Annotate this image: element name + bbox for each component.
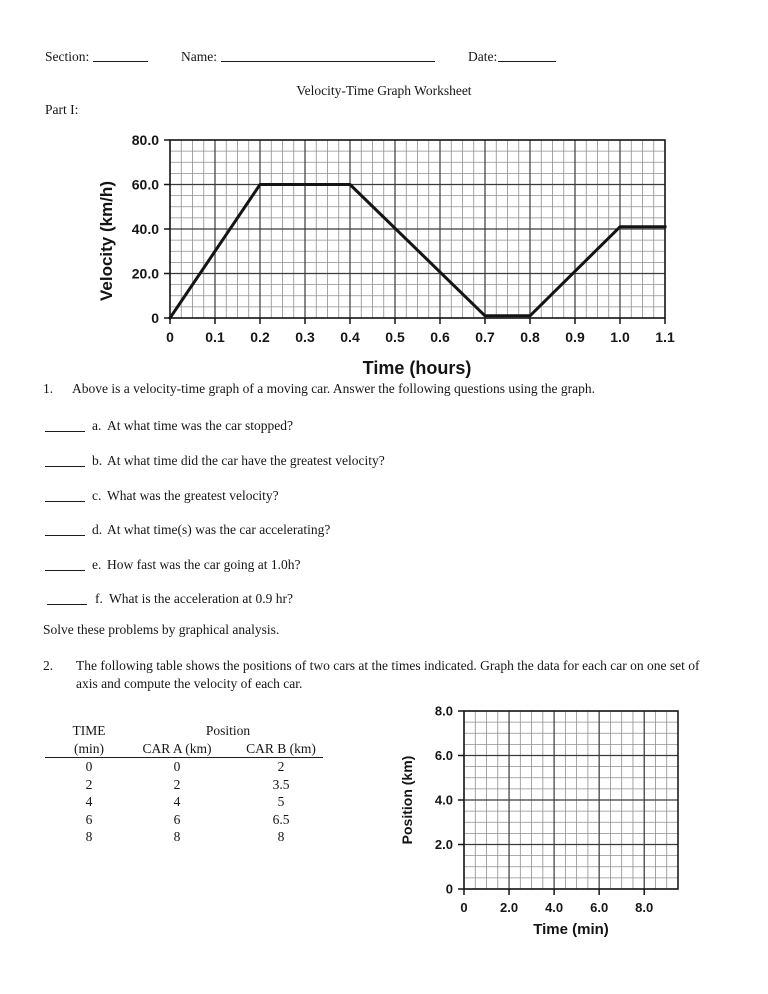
svg-text:40.0: 40.0 <box>131 221 159 238</box>
svg-text:0.6: 0.6 <box>430 329 450 345</box>
col-header-min: (min) <box>45 740 133 758</box>
svg-text:8.0: 8.0 <box>635 900 654 915</box>
position-group-header: Position <box>205 723 251 738</box>
name-label: Name: <box>181 49 217 64</box>
cell-time: 2 <box>85 776 93 792</box>
date-blank-line <box>498 49 556 62</box>
col-header-car-a: CAR A (km) <box>133 740 221 758</box>
answer-blank <box>45 454 85 467</box>
cell-car-b: 6.5 <box>272 811 290 827</box>
table-column-header-row <box>45 740 323 758</box>
question-1-text: Above is a velocity-time graph of a moving car. Answer the following questions using the graph. <box>72 381 596 396</box>
table-row <box>45 758 323 776</box>
section-blank-line <box>93 49 148 62</box>
question-1-number: 1. <box>43 381 54 396</box>
time-group-header: TIME <box>72 723 106 738</box>
solve-note: Solve these problems by graphical analysis. <box>43 622 280 637</box>
svg-text:6.0: 6.0 <box>590 900 609 915</box>
svg-text:4.0: 4.0 <box>545 900 564 915</box>
item-letter: e. <box>92 557 102 572</box>
svg-text:0: 0 <box>166 329 174 345</box>
svg-text:6.0: 6.0 <box>434 748 453 764</box>
answer-blank <box>45 419 85 432</box>
cell-car-a: 8 <box>173 829 181 844</box>
table-row <box>45 828 323 846</box>
svg-text:4.0: 4.0 <box>434 792 453 808</box>
section-label: Section: <box>45 49 90 64</box>
date-label: Date: <box>468 49 498 64</box>
svg-text:0.1: 0.1 <box>205 329 225 345</box>
svg-text:0: 0 <box>151 310 159 327</box>
item-text: What was the greatest velocity? <box>107 488 279 503</box>
table-group-header-row <box>45 722 323 740</box>
cell-car-a: 0 <box>173 759 181 774</box>
svg-text:0: 0 <box>460 900 468 915</box>
position-time-graph <box>420 700 700 925</box>
cell-time: 4 <box>85 794 93 809</box>
answer-blank <box>45 489 85 502</box>
cell-time: 6 <box>85 811 93 827</box>
answer-blank <box>45 558 85 571</box>
svg-text:0.7: 0.7 <box>475 329 495 345</box>
item-letter: b. <box>92 453 103 468</box>
name-blank-line <box>221 49 435 62</box>
svg-text:0.4: 0.4 <box>340 329 360 345</box>
time-hours-axis-label: Time (hours) <box>362 358 472 378</box>
position-axis-label: Position (km) <box>399 755 415 845</box>
cell-time: 8 <box>85 829 93 844</box>
part-label: Part I: <box>45 102 79 117</box>
question-2-text: The following table shows the positions of two cars at the times indicated. Graph the data for each car on one set of axis and compute the velocity of each car. <box>76 658 700 691</box>
item-text: What is the acceleration at 0.9 hr? <box>109 591 294 606</box>
cell-car-a: 4 <box>173 794 181 809</box>
svg-text:1.0: 1.0 <box>610 329 630 345</box>
page-title: Velocity-Time Graph Worksheet <box>296 83 472 98</box>
svg-text:0.5: 0.5 <box>385 329 405 345</box>
item-text: At what time(s) was the car accelerating? <box>107 522 331 537</box>
item-text: How fast was the car going at 1.0h? <box>107 557 301 572</box>
time-min-axis-label: Time (min) <box>533 921 609 938</box>
question-2-number: 2. <box>43 658 54 673</box>
cell-car-b: 3.5 <box>272 776 290 792</box>
svg-text:20.0: 20.0 <box>131 265 159 282</box>
svg-text:1.1: 1.1 <box>655 329 675 345</box>
velocity-axis-label: Velocity (km/h) <box>97 181 116 301</box>
table-row <box>45 811 323 829</box>
svg-text:2.0: 2.0 <box>434 837 453 853</box>
cell-car-b: 5 <box>277 794 285 809</box>
position-data-table <box>45 722 323 846</box>
table-row <box>45 793 323 811</box>
cell-car-a: 2 <box>173 776 181 792</box>
velocity-time-graph <box>130 128 710 358</box>
svg-text:8.0: 8.0 <box>434 703 453 719</box>
col-header-car-b: CAR B (km) <box>221 740 323 758</box>
item-letter: d. <box>92 522 103 537</box>
answer-blank <box>47 592 87 605</box>
item-letter: c. <box>92 488 102 503</box>
svg-text:0: 0 <box>445 881 453 897</box>
cell-car-b: 8 <box>277 829 285 844</box>
svg-text:2.0: 2.0 <box>500 900 519 915</box>
answer-blank <box>45 523 85 536</box>
svg-text:80.0: 80.0 <box>131 132 159 149</box>
svg-text:0.2: 0.2 <box>250 329 270 345</box>
cell-car-b: 2 <box>277 759 285 774</box>
svg-text:0.8: 0.8 <box>520 329 540 345</box>
svg-text:0.3: 0.3 <box>295 329 315 345</box>
item-letter: a. <box>92 418 102 433</box>
item-text: At what time did the car have the greatest velocity? <box>107 453 385 468</box>
item-letter: f. <box>95 591 103 606</box>
svg-text:60.0: 60.0 <box>131 176 159 193</box>
cell-car-a: 6 <box>173 811 181 827</box>
cell-time: 0 <box>85 759 93 774</box>
item-text: At what time was the car stopped? <box>107 418 293 433</box>
table-row <box>45 776 323 794</box>
svg-text:0.9: 0.9 <box>565 329 585 345</box>
